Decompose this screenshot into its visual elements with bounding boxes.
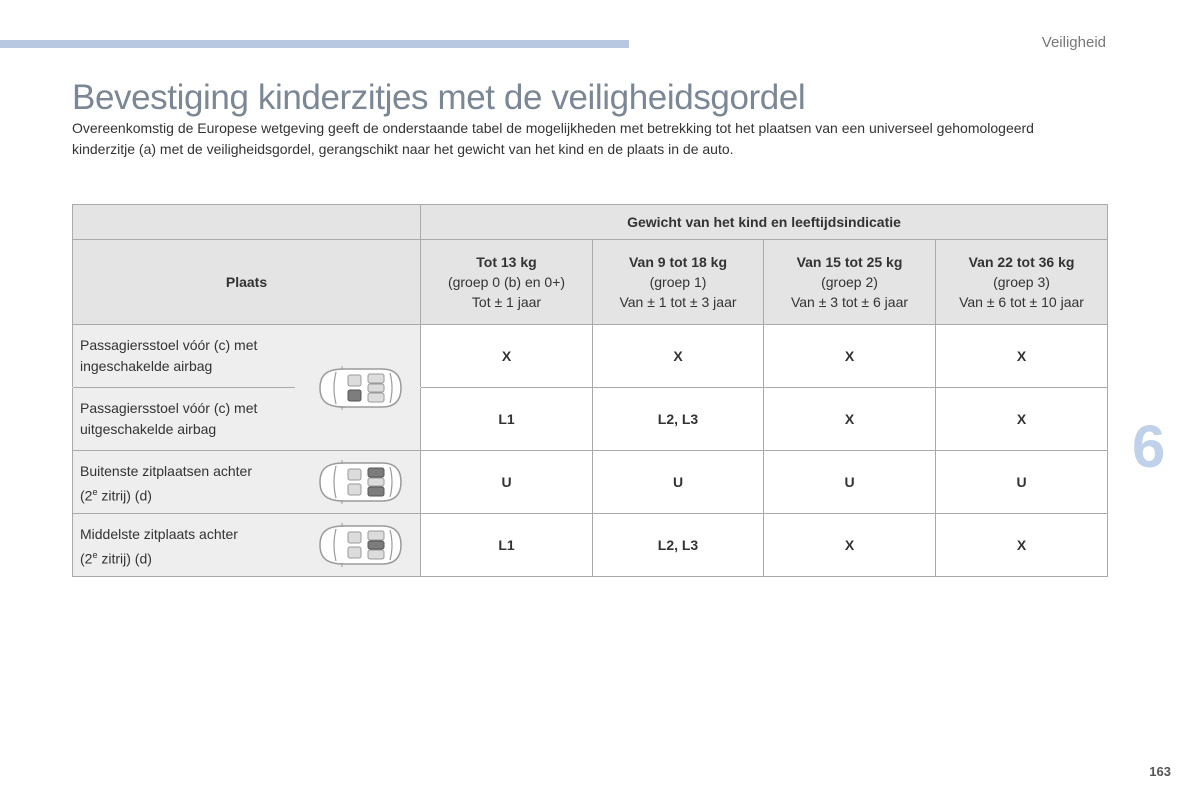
page-number: 163: [1149, 764, 1171, 779]
column-age: Van ± 3 tot ± 6 jaar: [790, 294, 909, 310]
place-label: [80, 524, 295, 570]
section-label: Veiligheid: [1041, 34, 1106, 51]
table-row: [73, 325, 1108, 388]
column-title: Tot 13 kg: [476, 254, 537, 270]
header-blank-cell: [73, 205, 421, 240]
column-group: (groep 3): [993, 274, 1050, 290]
table-cell: U: [764, 451, 936, 514]
car-front-passenger-icon: [312, 364, 404, 412]
place-cell: [73, 514, 421, 577]
column-title: Van 22 tot 36 kg: [968, 254, 1075, 270]
column-group: (groep 2): [821, 274, 878, 290]
table-cell: U: [421, 451, 593, 514]
column-title: Van 9 tot 18 kg: [628, 254, 728, 270]
table-cell: X: [936, 388, 1108, 451]
table-cell: X: [764, 388, 936, 451]
place-label: [80, 335, 295, 377]
column-header: [593, 240, 764, 325]
column-header: [936, 240, 1108, 325]
table-cell: X: [764, 514, 936, 577]
child-seat-table: [72, 204, 1108, 577]
place-label: [80, 461, 295, 507]
place-line: Passagiersstoel vóór (c) met: [80, 337, 258, 353]
place-line: (2: [80, 487, 93, 504]
place-line: Middelste zitplaats achter: [80, 526, 238, 542]
place-line: uitgeschakelde airbag: [80, 421, 217, 437]
header-accent-bar: [0, 40, 629, 48]
place-line: zitrij) (d): [97, 550, 152, 567]
table-cell: U: [936, 451, 1108, 514]
column-group: (groep 0 (b) en 0+): [447, 274, 566, 290]
place-line: ingeschakelde airbag: [80, 358, 213, 374]
table-cell: L1: [421, 388, 593, 451]
car-rear-middle-seat-icon: [312, 521, 404, 569]
place-cell: [73, 451, 421, 514]
intro-paragraph: Overeenkomstig de Europese wetgeving geeft de onderstaande tabel de mogelijkheden met betrekking tot het plaatsen van een universeel gehomologeerd kinderzitje (a) met de veiligheidsgordel, gerangschikt naar het gewicht van het kind en de plaats in de auto.: [72, 120, 1034, 157]
column-age: Van ± 1 tot ± 3 jaar: [619, 294, 737, 310]
superscript: e: [92, 550, 98, 560]
superscript: e: [92, 487, 98, 497]
place-header: Plaats: [73, 240, 421, 325]
column-header: [764, 240, 936, 325]
table-cell: X: [421, 325, 593, 388]
column-header: [421, 240, 593, 325]
column-age: Tot ± 1 jaar: [471, 294, 542, 310]
place-line: zitrij) (d): [97, 487, 152, 504]
table-cell: X: [936, 514, 1108, 577]
column-group: (groep 1): [649, 274, 707, 290]
table-cell: L2, L3: [593, 388, 764, 451]
table-cell: X: [593, 325, 764, 388]
place-label: [80, 398, 295, 440]
table-row: [73, 388, 1108, 451]
weight-group-header: Gewicht van het kind en leeftijdsindicatie: [421, 205, 1108, 240]
table-cell: X: [764, 325, 936, 388]
table-cell: L1: [421, 514, 593, 577]
place-line: (2: [80, 550, 93, 567]
column-title: Van 15 tot 25 kg: [796, 254, 903, 270]
column-age: Van ± 6 tot ± 10 jaar: [959, 294, 1084, 310]
page-title: Bevestiging kinderzitjes met de veiligheidsgordel: [72, 78, 806, 117]
table-row: [73, 514, 1108, 577]
car-rear-outer-seats-icon: [312, 458, 404, 506]
table-cell: U: [593, 451, 764, 514]
chapter-number: 6: [1132, 413, 1166, 480]
place-line: Passagiersstoel vóór (c) met: [80, 400, 258, 416]
table-cell: X: [936, 325, 1108, 388]
place-cell: [73, 388, 421, 451]
table-row: [73, 451, 1108, 514]
place-line: Buitenste zitplaatsen achter: [80, 463, 252, 479]
table-cell: L2, L3: [593, 514, 764, 577]
